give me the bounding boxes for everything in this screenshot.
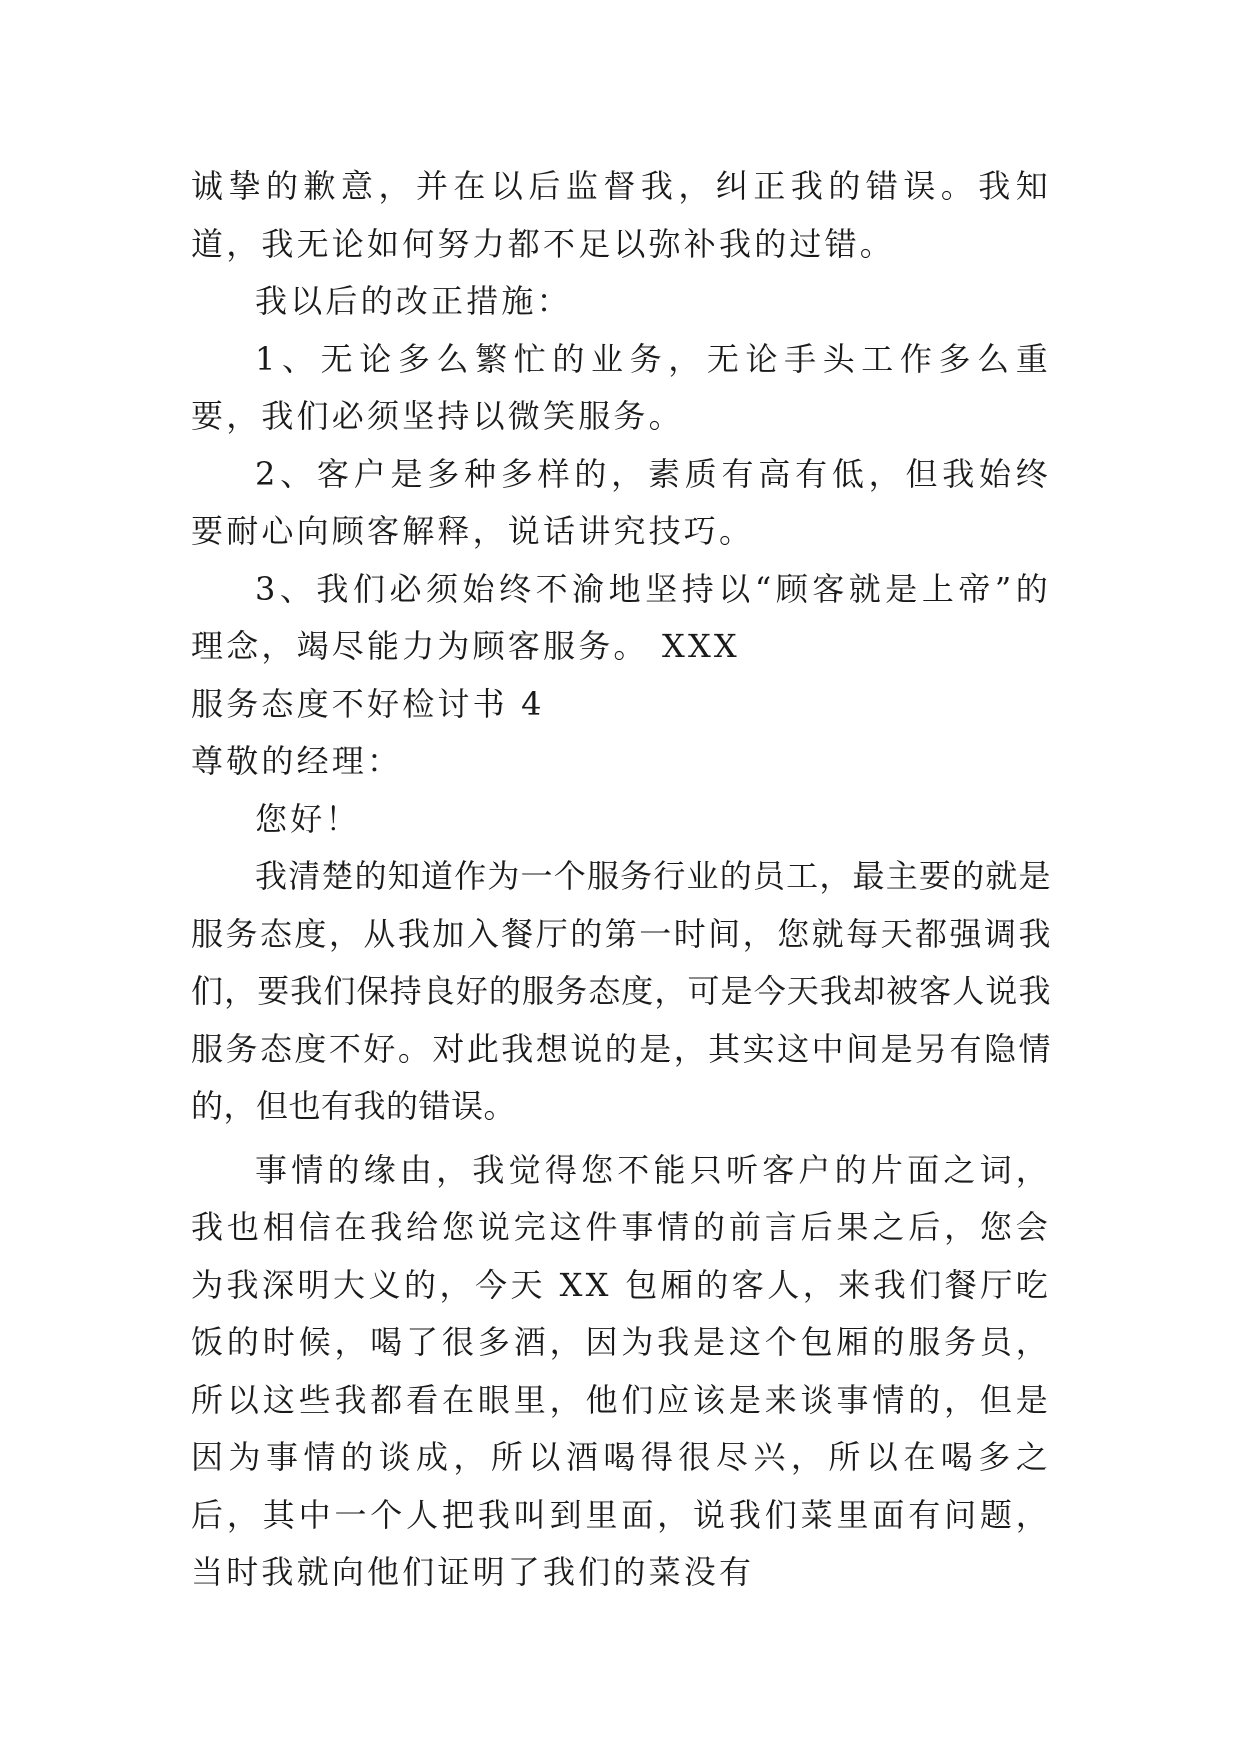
document-section-title: 服务态度不好检讨书 4 [191,684,545,723]
salutation: 尊敬的经理： [191,742,403,780]
paragraph-measure-3: 3、我们必须始终不渝地坚持以“顾客就是上帝”的理念，竭尽能力为顾客服务。 XXX [191,569,1051,665]
paragraph-measure-2: 2、客户是多种多样的，素质有高有低，但我始终要耐心向顾客解释，说话讲究技巧。 [191,454,1051,550]
greeting: 您好！ [255,799,361,838]
paragraph-service-attitude: 我清楚的知道作为一个服务行业的员工，最主要的就是服务态度，从我加入餐厅的第一时间，您就每天都强调我们，要我们保持良好的服务态度，可是今天我却被客人说我服务态度不好。对此我想说的是，其实这中间是另有隐情的，但也有我的错误。 [191,857,1051,1125]
document-body [191,158,1051,1602]
paragraph-incident: 事情的缘由，我觉得您不能只听客户的片面之词，我也相信在我给您说完这件事情的前言后果之后，您会为我深明大义的，今天 XX 包厢的客人，来我们餐厅吃饭的时候，喝了很多酒，因为我是这个包厢的服务员，所以这些我都看在眼里，他们应该是来谈事情的，但是因为事情的谈成，所以酒喝得很尽兴，所以在喝多之后，其中一个人把我叫到里面，说我们菜里面有问题，当时我就向他们证明了我们的菜没有 [191,1150,1051,1591]
paragraph-measures-heading: 我以后的改正措施： [255,282,572,320]
paragraph-apology-continued: 诚挚的歉意，并在以后监督我，纠正我的错误。我知道，我无论如何努力都不足以弥补我的过错。 [191,167,1051,263]
paragraph-measure-1: 1、无论多么繁忙的业务，无论手头工作多么重要，我们必须坚持以微笑服务。 [191,339,1051,435]
